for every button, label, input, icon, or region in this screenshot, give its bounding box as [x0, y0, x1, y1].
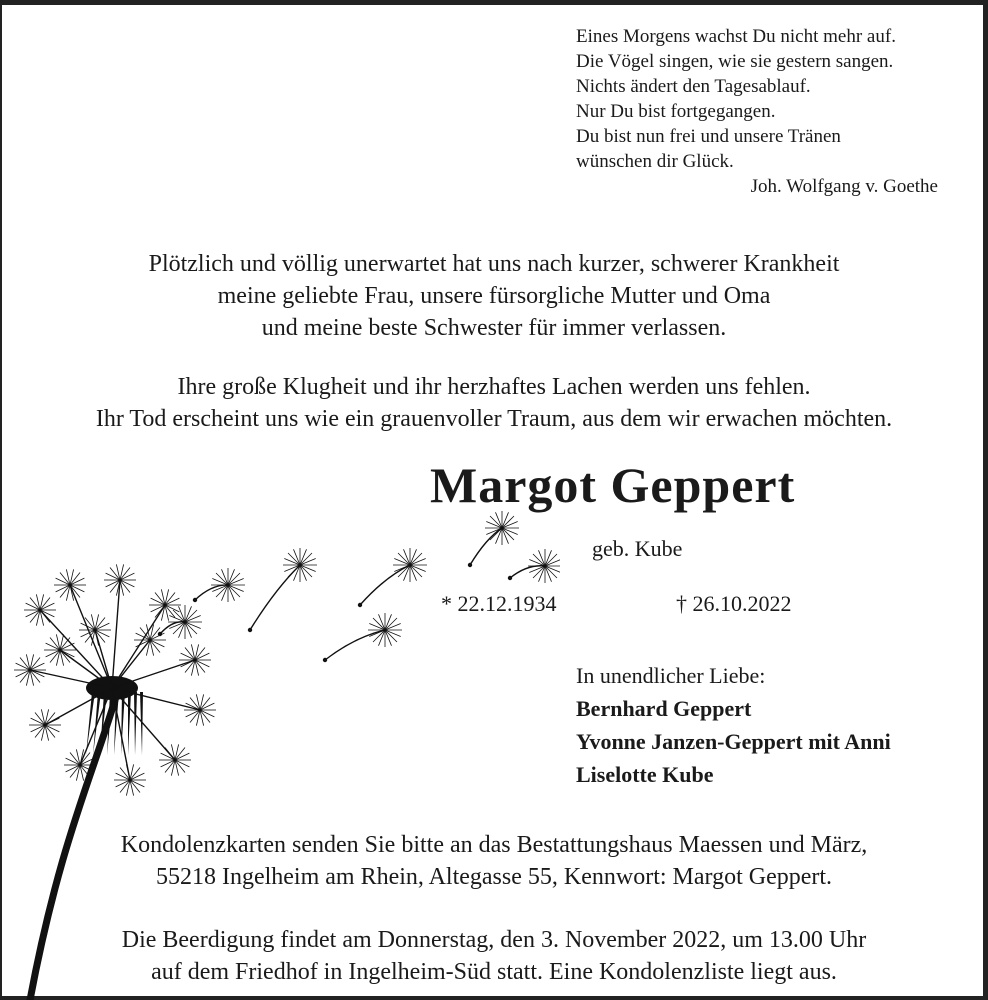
condolence-text [0, 829, 988, 893]
deceased-name: Margot Geppert [430, 457, 796, 513]
mourner-name: Bernhard Geppert [576, 696, 752, 721]
tribute-text [0, 371, 988, 435]
intro-line: meine geliebte Frau, unsere fürsorgliche Mutter und Oma [217, 283, 771, 309]
poem-line: Nichts ändert den Tagesablauf. [576, 76, 811, 97]
intro-line: und meine beste Schwester für immer verlassen. [261, 315, 727, 341]
poem-line: Die Vögel singen, wie sie gestern sangen. [576, 51, 894, 72]
poem-line: wünschen dir Glück. [576, 151, 734, 172]
maiden-name: geb. Kube [592, 536, 683, 561]
death-date: † 26.10.2022 [676, 591, 792, 616]
birth-date: * 22.12.1934 [441, 591, 557, 616]
goethe-poem [576, 24, 956, 199]
mourners-intro: In unendlicher Liebe: [576, 663, 766, 688]
condolence-line: Kondolenzkarten senden Sie bitte an das Bestattungshaus Maessen und März, [120, 832, 868, 858]
mourners-block [576, 659, 891, 791]
intro-line: Plötzlich und völlig unerwartet hat uns nach kurzer, schwerer Krankheit [148, 251, 840, 277]
funeral-line: Die Beerdigung findet am Donnerstag, den 3. November 2022, um 13.00 Uhr [121, 927, 867, 953]
funeral-line: auf dem Friedhof in Ingelheim-Süd statt. Eine Kondolenzliste liegt aus. [151, 959, 837, 985]
tribute-line: Ihr Tod erscheint uns wie ein grauenvoller Traum, aus dem wir erwachen möchten. [95, 406, 893, 432]
intro-text [0, 248, 988, 344]
poem-line: Nur Du bist fortgegangen. [576, 101, 776, 122]
mourner-name: Liselotte Kube [576, 762, 714, 787]
tribute-line: Ihre große Klugheit und ihr herzhaftes Lachen werden uns fehlen. [177, 374, 811, 400]
poem-author: Joh. Wolfgang v. Goethe [750, 176, 938, 197]
condolence-line: 55218 Ingelheim am Rhein, Altegasse 55, Kennwort: Margot Geppert. [155, 864, 833, 890]
mourner-name: Yvonne Janzen-Geppert mit Anni [576, 729, 891, 754]
poem-line: Du bist nun frei und unsere Tränen [576, 126, 841, 147]
funeral-text [0, 924, 988, 988]
poem-line: Eines Morgens wachst Du nicht mehr auf. [576, 26, 896, 47]
